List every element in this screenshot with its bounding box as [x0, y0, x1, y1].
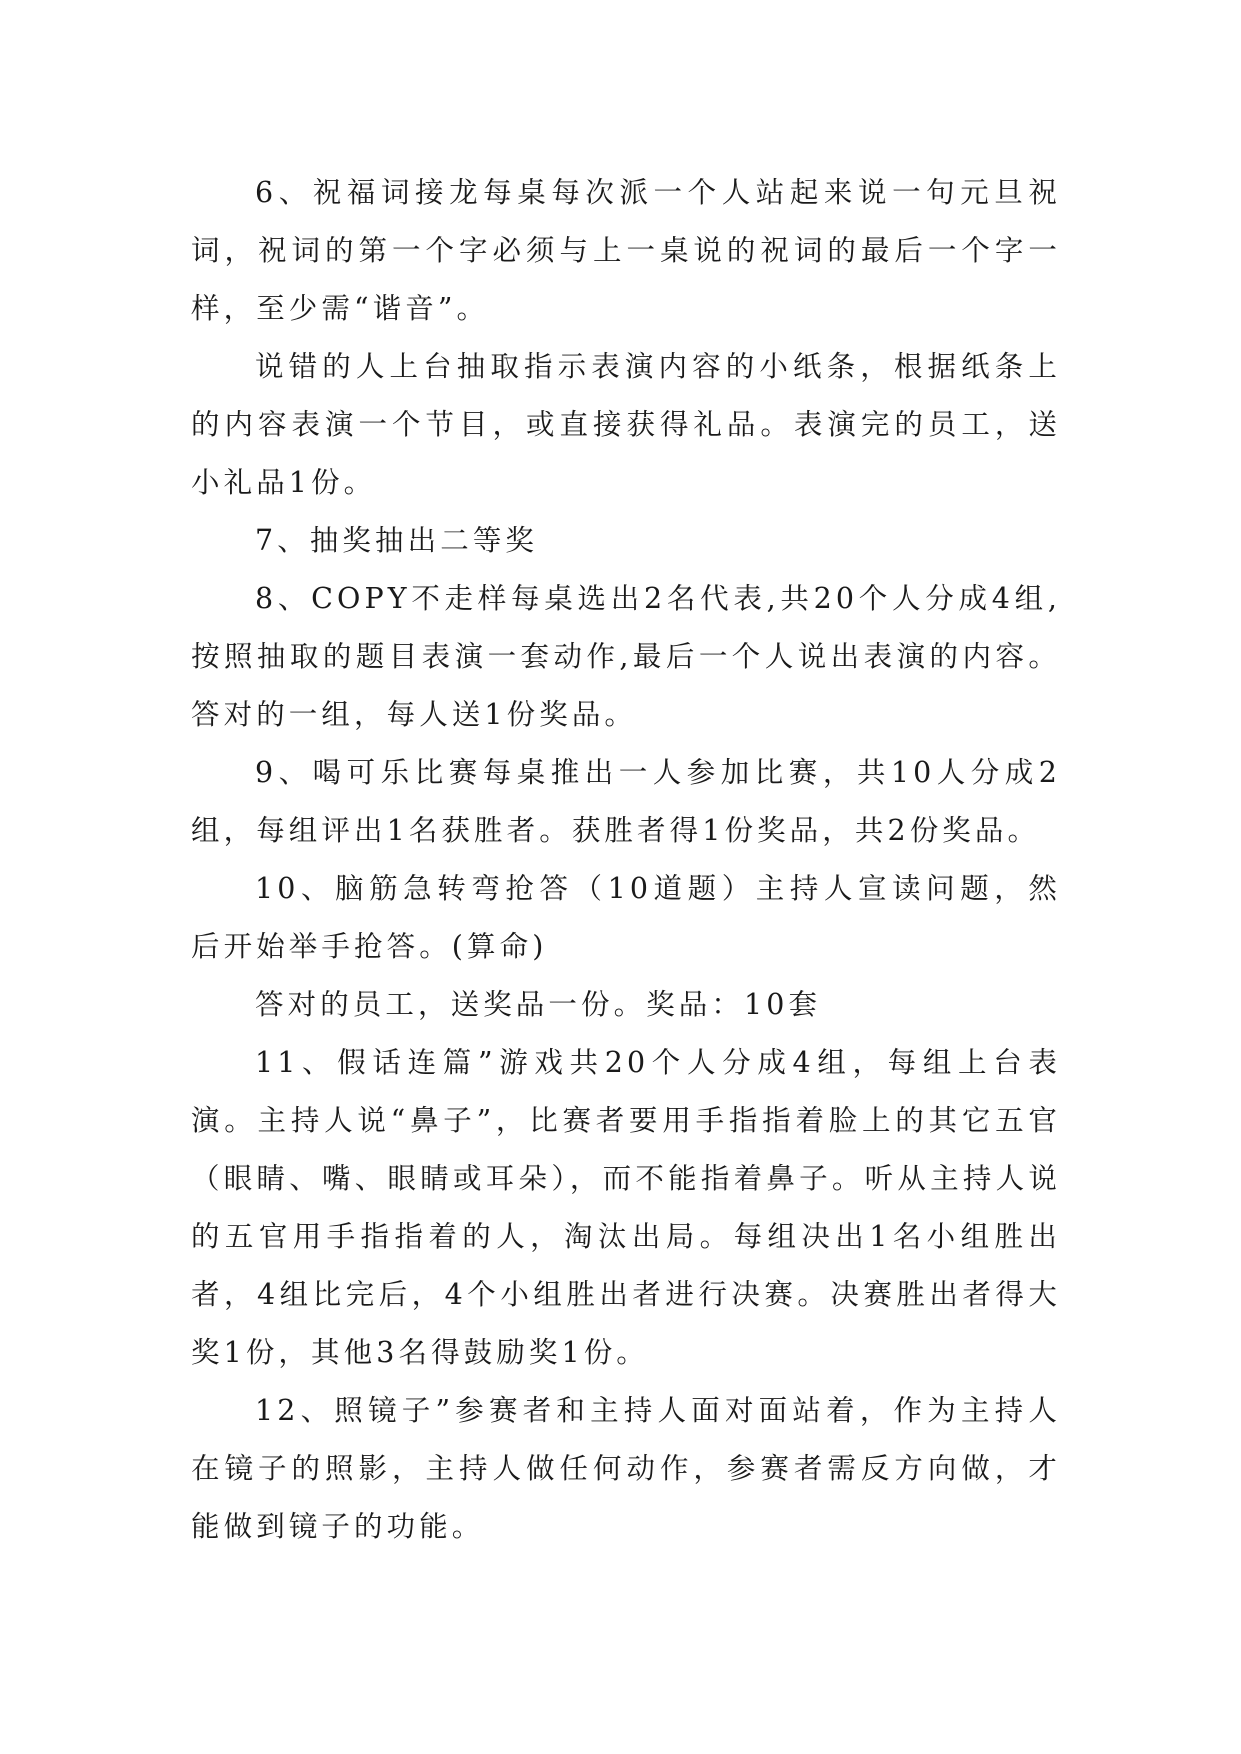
document-page: [191, 164, 1061, 1556]
paragraph-item-9-cola-contest: 9、喝可乐比赛每桌推出一人参加比赛，共10人分成2组，每组评出1名获胜者。获胜者得1份奖品，共2份奖品。: [191, 756, 1061, 847]
paragraph-brain-teaser-prize: 答对的员工，送奖品一份。奖品：10套: [255, 988, 822, 1021]
paragraph-item-12-mirror-game: 12、照镜子”参赛者和主持人面对面站着，作为主持人在镜子的照影，主持人做任何动作，参赛者需反方向做，才能做到镜子的功能。: [191, 1394, 1061, 1543]
paragraph-item-10-brain-teaser: 10、脑筋急转弯抢答（10道题）主持人宣读问题，然后开始举手抢答。(算命): [191, 872, 1061, 963]
paragraph-item-8-copy-game: 8、COPY不走样每桌选出2名代表,共20个人分成4组,按照抽取的题目表演一套动作,最后一个人说出表演的内容。答对的一组，每人送1份奖品。: [191, 582, 1061, 731]
paragraph-item-11-false-words: 11、假话连篇”游戏共20个人分成4组，每组上台表演。主持人说“鼻子”，比赛者要用手指指着脸上的其它五官（眼睛、嘴、眼睛或耳朵），而不能指着鼻子。听从主持人说的五官用手指指着的人，淘汰出局。每组决出1名小组胜出者，4组比完后，4个小组胜出者进行决赛。决赛胜出者得大奖1份，其他3名得鼓励奖1份。: [191, 1046, 1061, 1369]
paragraph-wrong-answer-rule: 说错的人上台抽取指示表演内容的小纸条，根据纸条上的内容表演一个节目，或直接获得礼品。表演完的员工，送小礼品1份。: [191, 350, 1061, 499]
paragraph-item-7-lottery: 7、抽奖抽出二等奖: [255, 524, 539, 557]
paragraph-item-6-blessing-chain: 6、祝福词接龙每桌每次派一个人站起来说一句元旦祝词，祝词的第一个字必须与上一桌说的祝词的最后一个字一样，至少需“谐音”。: [191, 176, 1061, 325]
